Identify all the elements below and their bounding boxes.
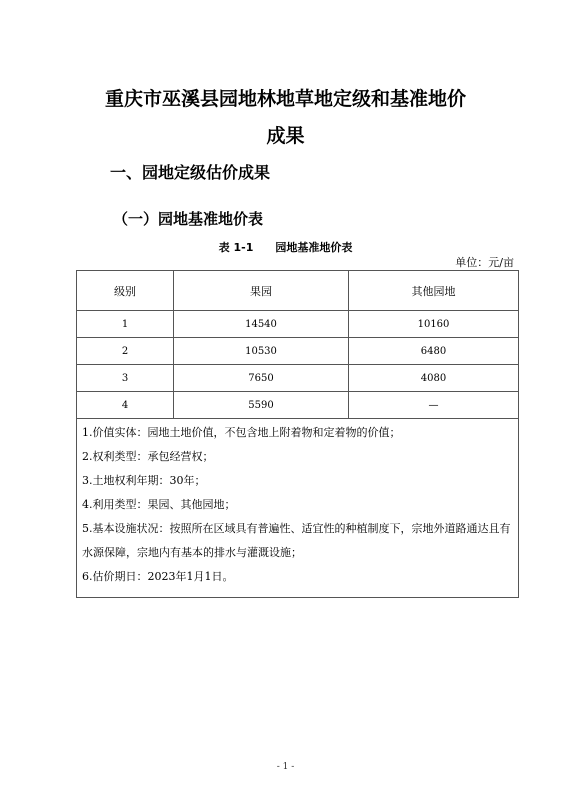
table-cell: 10530 xyxy=(174,338,349,365)
table-caption xyxy=(0,239,571,255)
document-title-continued: 成果 xyxy=(266,125,305,147)
table-caption-number: 表 1-1 xyxy=(218,241,254,254)
document-title: 重庆市巫溪县园地林地草地定级和基准地价 xyxy=(104,88,466,110)
note-item: 4.利用类型：果园、其他园地； xyxy=(82,498,236,511)
note-item: 3.土地权利年期：30年； xyxy=(82,474,206,487)
note-item: 1.价值实体：园地土地价值，不包含地上附着物和定着物的价值； xyxy=(82,426,401,439)
header-cell-other-garden: 其他园地 xyxy=(349,271,519,311)
table-caption-title: 园地基准地价表 xyxy=(275,241,353,254)
table-cell: — xyxy=(349,392,519,419)
table-row xyxy=(77,392,519,419)
subsection-heading: （一）园地基准地价表 xyxy=(113,210,264,228)
table-cell: 7650 xyxy=(174,365,349,392)
note-item: 6.估价期日：2023年1月1日。 xyxy=(82,570,234,583)
base-land-price-table xyxy=(76,270,519,598)
note-item: 2.权利类型：承包经营权； xyxy=(82,450,214,463)
table-cell: 1 xyxy=(77,311,174,338)
table-row xyxy=(77,311,519,338)
header-cell-level: 级别 xyxy=(77,271,174,311)
table-notes xyxy=(77,419,519,598)
table-header-row xyxy=(77,271,519,311)
table-cell: 4 xyxy=(77,392,174,419)
table-row xyxy=(77,338,519,365)
table-cell: 5590 xyxy=(174,392,349,419)
table-cell: 2 xyxy=(77,338,174,365)
header-cell-orchard: 果园 xyxy=(174,271,349,311)
table-cell: 6480 xyxy=(349,338,519,365)
table-cell: 14540 xyxy=(174,311,349,338)
page-number: - 1 - xyxy=(276,762,295,772)
table-notes-row xyxy=(77,419,519,598)
section-heading: 一、园地定级估价成果 xyxy=(110,163,271,182)
table-cell: 3 xyxy=(77,365,174,392)
table-cell: 10160 xyxy=(349,311,519,338)
table-row xyxy=(77,365,519,392)
note-item: 5.基本设施状况：按照所在区域具有普遍性、适宜性的种植制度下，宗地外道路通达且有水源保障，宗地内有基本的排水与灌溉设施； xyxy=(82,522,511,559)
table-unit-label: 单位：元/亩 xyxy=(455,256,514,269)
table-cell: 4080 xyxy=(349,365,519,392)
